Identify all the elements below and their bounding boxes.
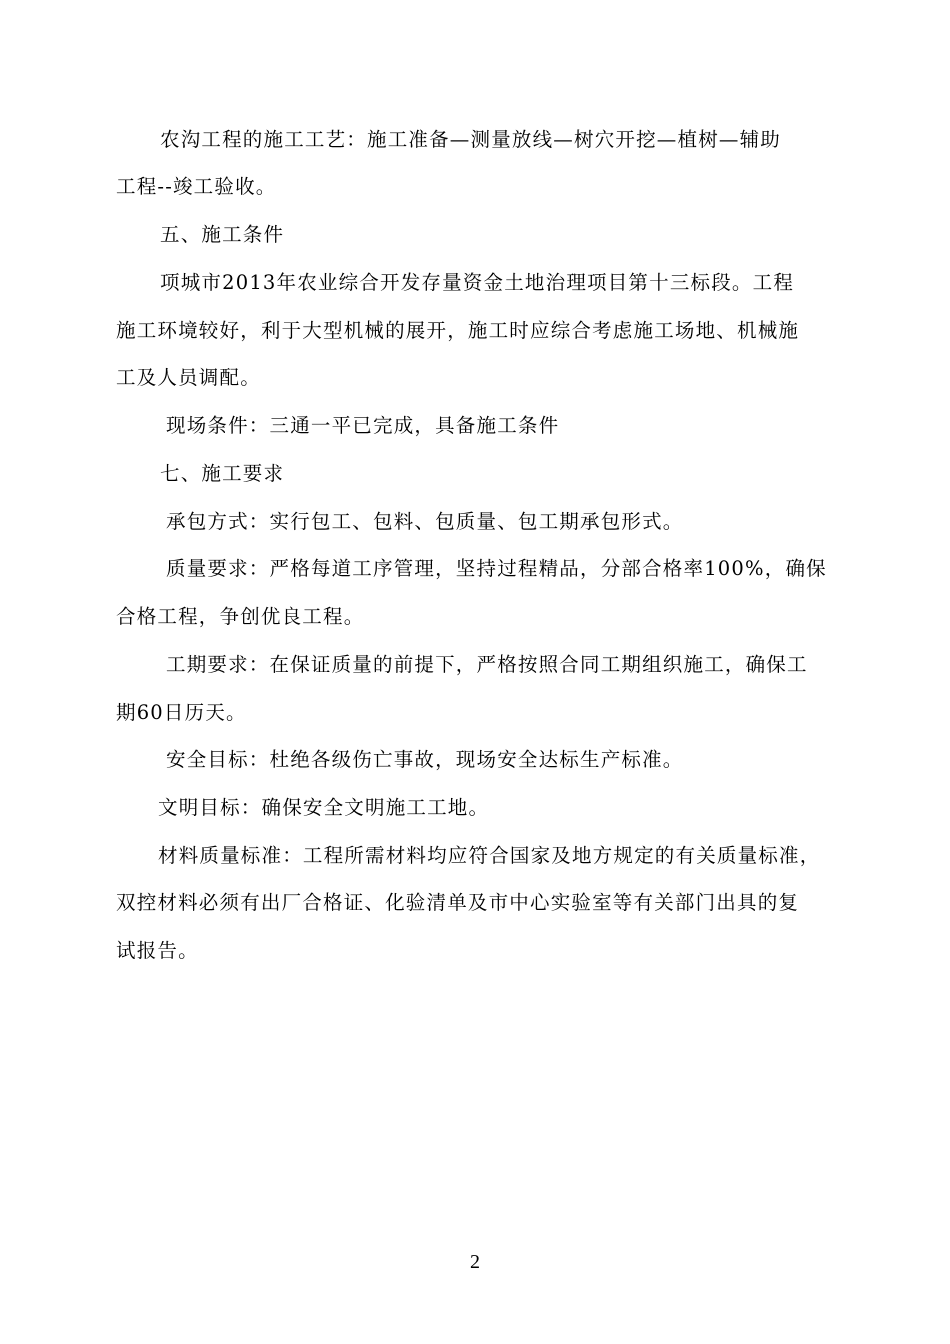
material-standard-line-2: 双控材料必须有出厂合格证、化验清单及市中心实验室等有关部门出具的复 (116, 891, 800, 914)
contract-mode-paragraph: 承包方式：实行包工、包料、包质量、包工期承包形式。 (166, 510, 684, 533)
site-conditions-paragraph: 现场条件：三通一平已完成，具备施工条件 (166, 414, 560, 437)
material-standard-line-1: 材料质量标准：工程所需材料均应符合国家及地方规定的有关质量标准， (158, 844, 821, 867)
safety-goal-paragraph: 安全目标：杜绝各级伤亡事故，现场安全达标生产标准。 (166, 748, 684, 771)
project-paragraph-line-2: 施工环境较好，利于大型机械的展开，施工时应综合考虑施工场地、机械施 (116, 319, 800, 342)
quality-requirement-line-2: 合格工程，争创优良工程。 (116, 605, 365, 628)
quality-requirement-line-1: 质量要求：严格每道工序管理，坚持过程精品，分部合格率100%，确保 (166, 557, 827, 580)
process-paragraph-line-1: 农沟工程的施工工艺：施工准备—测量放线—树穴开挖—植树—辅助 (160, 128, 782, 151)
civilization-goal-paragraph: 文明目标：确保安全文明施工工地。 (158, 796, 490, 819)
project-paragraph-line-1: 项城市2013年农业综合开发存量资金土地治理项目第十三标段。工程 (160, 271, 795, 294)
process-paragraph-line-2: 工程--竣工验收。 (116, 175, 277, 198)
page-number: 2 (470, 1251, 480, 1273)
section-five-heading: 五、施工条件 (160, 223, 285, 246)
schedule-requirement-line-2: 期60日历天。 (116, 701, 247, 724)
schedule-requirement-line-1: 工期要求：在保证质量的前提下，严格按照合同工期组织施工，确保工 (166, 653, 808, 676)
section-seven-heading: 七、施工要求 (160, 462, 285, 485)
material-standard-line-3: 试报告。 (116, 939, 199, 962)
project-paragraph-line-3: 工及人员调配。 (116, 366, 261, 389)
